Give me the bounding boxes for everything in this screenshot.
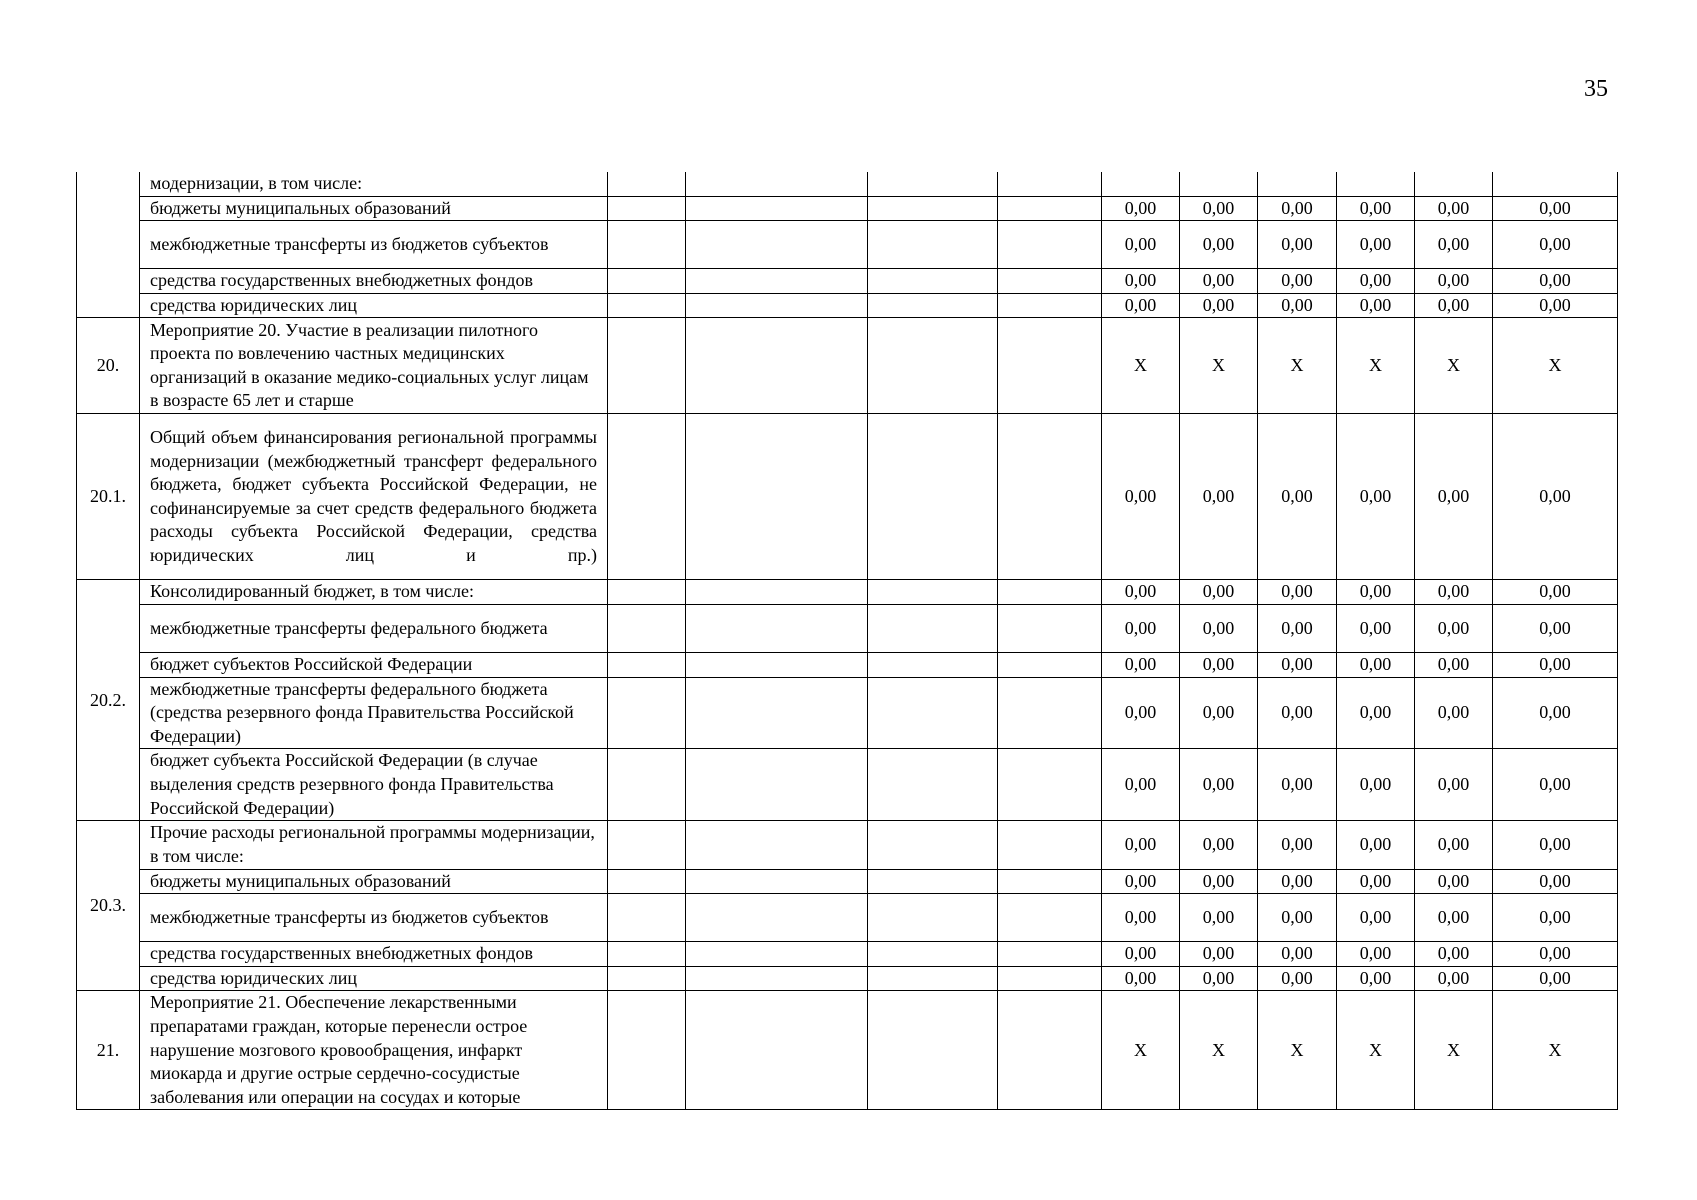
value-cell: 0,00 [1180,196,1258,221]
empty-cell [686,196,868,221]
empty-cell [608,942,686,967]
row-description: бюджеты муниципальных образований [140,196,608,221]
value-cell: 0,00 [1102,652,1180,677]
value-cell: Х [1102,991,1180,1110]
empty-cell [998,749,1102,821]
empty-cell [686,894,868,942]
row-description: Консолидированный бюджет, в том числе: [140,580,608,605]
value-cell: 0,00 [1493,196,1618,221]
value-cell: 0,00 [1493,894,1618,942]
value-cell: 0,00 [1258,894,1337,942]
value-cell: 0,00 [1102,293,1180,318]
row-description: средства юридических лиц [140,966,608,991]
table-row [77,677,1618,749]
value-cell: 0,00 [1493,414,1618,580]
table-row [77,604,1618,652]
value-cell: 0,00 [1180,580,1258,605]
row-number: 20.1. [77,414,140,580]
value-cell: 0,00 [1337,414,1415,580]
row-description: Мероприятие 21. Обеспечение лекарственными препаратами граждан, которые перенесли острое нарушение мозгового кровообращения, инфаркт миокарда и другие острые сердечно-сосудистые заболевания или операции на сосудах и которые [140,991,608,1110]
empty-cell [608,580,686,605]
empty-cell [608,677,686,749]
value-cell: 0,00 [1337,580,1415,605]
row-description: бюджет субъекта Российской Федерации (в случае выделения средств резервного фонда Правительства Российской Федерации) [140,749,608,821]
empty-cell [868,172,998,196]
empty-cell [998,196,1102,221]
value-cell: 0,00 [1415,677,1493,749]
value-cell: Х [1180,318,1258,414]
value-cell: 0,00 [1102,580,1180,605]
empty-cell [998,414,1102,580]
empty-cell [998,604,1102,652]
empty-cell [608,869,686,894]
row-description: Общий объем финансирования региональной программы модернизации (межбюджетный трансферт федерального бюджета, бюджет субъекта Российской Федерации, не софинансируемые за счет средств федерального бюджета расходы субъекта Российской Федерации, средства юридических лиц и пр.) [140,414,608,580]
table-row [77,172,1618,196]
empty-cell [686,293,868,318]
value-cell: 0,00 [1258,604,1337,652]
empty-cell [686,604,868,652]
value-cell: 0,00 [1493,942,1618,967]
empty-cell [608,966,686,991]
empty-cell [686,652,868,677]
value-cell: 0,00 [1180,942,1258,967]
value-cell: 0,00 [1180,414,1258,580]
empty-cell [868,604,998,652]
value-cell: 0,00 [1493,652,1618,677]
value-cell: 0,00 [1102,196,1180,221]
budget-table [76,172,1618,1110]
value-cell: 0,00 [1493,604,1618,652]
empty-cell [686,966,868,991]
value-cell: 0,00 [1337,652,1415,677]
empty-cell [998,869,1102,894]
value-cell: 0,00 [1102,414,1180,580]
value-cell [1102,172,1180,196]
table-row [77,966,1618,991]
empty-cell [868,196,998,221]
table-row [77,894,1618,942]
empty-cell [868,269,998,294]
empty-cell [686,749,868,821]
value-cell: 0,00 [1337,821,1415,869]
value-cell: 0,00 [1415,293,1493,318]
empty-cell [686,221,868,269]
empty-cell [608,821,686,869]
empty-cell [868,821,998,869]
value-cell: 0,00 [1493,749,1618,821]
empty-cell [686,318,868,414]
value-cell: 0,00 [1258,821,1337,869]
value-cell: 0,00 [1180,604,1258,652]
value-cell: 0,00 [1337,677,1415,749]
row-number: 20. [77,318,140,414]
page-number: 35 [1584,76,1608,102]
value-cell: 0,00 [1493,269,1618,294]
value-cell: 0,00 [1258,749,1337,821]
row-description: Прочие расходы региональной программы модернизации, в том числе: [140,821,608,869]
empty-cell [686,414,868,580]
value-cell: 0,00 [1337,749,1415,821]
empty-cell [608,318,686,414]
table-row [77,414,1618,580]
table-row [77,991,1618,1110]
table-row [77,652,1618,677]
row-number: 21. [77,991,140,1110]
value-cell: 0,00 [1258,196,1337,221]
value-cell: Х [1337,318,1415,414]
value-cell: 0,00 [1493,221,1618,269]
value-cell: 0,00 [1415,821,1493,869]
value-cell: 0,00 [1258,869,1337,894]
value-cell: 0,00 [1102,869,1180,894]
value-cell: 0,00 [1102,821,1180,869]
value-cell: 0,00 [1337,942,1415,967]
empty-cell [998,894,1102,942]
empty-cell [686,677,868,749]
row-description: бюджет субъектов Российской Федерации [140,652,608,677]
value-cell: 0,00 [1180,652,1258,677]
row-description: межбюджетные трансферты из бюджетов субъектов [140,221,608,269]
value-cell: 0,00 [1337,966,1415,991]
row-description: межбюджетные трансферты федерального бюджета (средства резервного фонда Правительства Российской Федерации) [140,677,608,749]
empty-cell [868,966,998,991]
value-cell: 0,00 [1337,293,1415,318]
value-cell: 0,00 [1258,414,1337,580]
empty-cell [868,580,998,605]
value-cell: 0,00 [1493,966,1618,991]
row-description: средства юридических лиц [140,293,608,318]
value-cell: 0,00 [1415,869,1493,894]
value-cell: 0,00 [1102,604,1180,652]
value-cell: 0,00 [1102,749,1180,821]
empty-cell [998,318,1102,414]
empty-cell [998,293,1102,318]
table-row [77,821,1618,869]
value-cell: Х [1258,318,1337,414]
empty-cell [686,991,868,1110]
value-cell: 0,00 [1415,414,1493,580]
value-cell: 0,00 [1415,604,1493,652]
table-row [77,221,1618,269]
empty-cell [686,821,868,869]
empty-cell [868,749,998,821]
empty-cell [868,942,998,967]
table-row [77,749,1618,821]
empty-cell [868,318,998,414]
value-cell: 0,00 [1102,269,1180,294]
empty-cell [998,991,1102,1110]
empty-cell [998,942,1102,967]
value-cell: 0,00 [1337,269,1415,294]
value-cell: 0,00 [1258,652,1337,677]
value-cell: 0,00 [1415,966,1493,991]
value-cell: 0,00 [1337,894,1415,942]
empty-cell [998,652,1102,677]
empty-cell [686,580,868,605]
value-cell: 0,00 [1102,942,1180,967]
empty-cell [868,677,998,749]
empty-cell [868,221,998,269]
value-cell: 0,00 [1415,749,1493,821]
empty-cell [608,196,686,221]
table-row [77,580,1618,605]
empty-cell [868,894,998,942]
value-cell: 0,00 [1415,942,1493,967]
table-row [77,318,1618,414]
row-description: Мероприятие 20. Участие в реализации пилотного проекта по вовлечению частных медицинских организаций в оказание медико-социальных услуг лицам в возрасте 65 лет и старше [140,318,608,414]
table-row [77,269,1618,294]
value-cell: 0,00 [1180,894,1258,942]
empty-cell [608,172,686,196]
empty-cell [608,894,686,942]
value-cell: 0,00 [1258,966,1337,991]
value-cell [1180,172,1258,196]
row-number [77,172,140,318]
row-description: межбюджетные трансферты федерального бюджета [140,604,608,652]
value-cell: Х [1102,318,1180,414]
empty-cell [998,966,1102,991]
empty-cell [686,269,868,294]
empty-cell [686,942,868,967]
value-cell: 0,00 [1337,604,1415,652]
row-description: средства государственных внебюджетных фондов [140,942,608,967]
value-cell: 0,00 [1258,221,1337,269]
row-number: 20.2. [77,580,140,821]
value-cell: 0,00 [1415,269,1493,294]
value-cell: 0,00 [1258,942,1337,967]
empty-cell [998,677,1102,749]
empty-cell [608,293,686,318]
empty-cell [608,269,686,294]
value-cell: 0,00 [1180,221,1258,269]
value-cell: 0,00 [1493,580,1618,605]
value-cell: 0,00 [1415,221,1493,269]
value-cell: Х [1258,991,1337,1110]
value-cell: 0,00 [1180,869,1258,894]
empty-cell [998,580,1102,605]
empty-cell [686,172,868,196]
value-cell: 0,00 [1493,293,1618,318]
table-row [77,869,1618,894]
empty-cell [608,749,686,821]
value-cell [1415,172,1493,196]
empty-cell [868,414,998,580]
value-cell [1493,172,1618,196]
value-cell: 0,00 [1258,677,1337,749]
table-row [77,293,1618,318]
value-cell: Х [1337,991,1415,1110]
empty-cell [868,991,998,1110]
value-cell: 0,00 [1180,749,1258,821]
empty-cell [868,869,998,894]
row-description: средства государственных внебюджетных фондов [140,269,608,294]
value-cell: 0,00 [1337,221,1415,269]
value-cell: 0,00 [1493,869,1618,894]
value-cell: 0,00 [1180,677,1258,749]
empty-cell [608,604,686,652]
value-cell: Х [1415,991,1493,1110]
value-cell [1337,172,1415,196]
value-cell: 0,00 [1337,196,1415,221]
value-cell: 0,00 [1258,580,1337,605]
value-cell: 0,00 [1493,821,1618,869]
row-number: 20.3. [77,821,140,991]
row-description: бюджеты муниципальных образований [140,869,608,894]
empty-cell [998,221,1102,269]
value-cell: 0,00 [1258,269,1337,294]
table-row [77,942,1618,967]
value-cell: 0,00 [1102,221,1180,269]
value-cell: 0,00 [1337,869,1415,894]
value-cell: 0,00 [1258,293,1337,318]
value-cell: 0,00 [1415,196,1493,221]
value-cell: Х [1415,318,1493,414]
empty-cell [686,869,868,894]
value-cell: 0,00 [1415,580,1493,605]
empty-cell [868,293,998,318]
value-cell: Х [1493,318,1618,414]
value-cell: 0,00 [1102,894,1180,942]
value-cell: 0,00 [1180,269,1258,294]
value-cell: Х [1493,991,1618,1110]
value-cell: 0,00 [1180,821,1258,869]
row-description: межбюджетные трансферты из бюджетов субъектов [140,894,608,942]
value-cell: 0,00 [1493,677,1618,749]
empty-cell [998,172,1102,196]
value-cell: 0,00 [1180,293,1258,318]
value-cell: 0,00 [1415,652,1493,677]
table-row [77,196,1618,221]
empty-cell [608,991,686,1110]
value-cell: 0,00 [1180,966,1258,991]
row-description: модернизации, в том числе: [140,172,608,196]
value-cell: 0,00 [1415,894,1493,942]
empty-cell [868,652,998,677]
value-cell: 0,00 [1102,677,1180,749]
empty-cell [998,821,1102,869]
empty-cell [608,221,686,269]
value-cell: 0,00 [1102,966,1180,991]
empty-cell [608,414,686,580]
value-cell [1258,172,1337,196]
value-cell: Х [1180,991,1258,1110]
empty-cell [608,652,686,677]
empty-cell [998,269,1102,294]
